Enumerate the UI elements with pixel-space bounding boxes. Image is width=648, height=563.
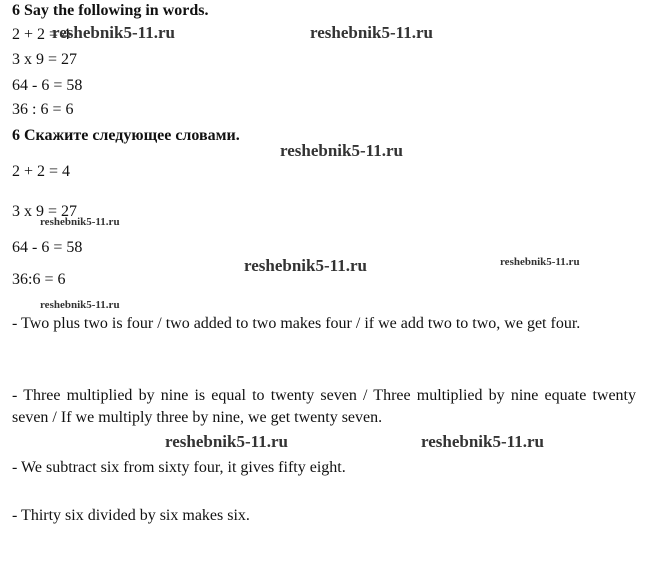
answer-2: - Three multiplied by nine is equal to twenty seven / Three multiplied by nine equate twenty seven / If we multiply three by nine, we get twenty seven. — [12, 387, 636, 426]
watermark: reshebnik5-11.ru — [244, 256, 367, 275]
expression-en-2: 3 x 9 = 27 — [12, 51, 78, 68]
expression-en-1: 2 + 2 = 4 — [12, 26, 71, 43]
watermark: reshebnik5-11.ru — [52, 23, 175, 42]
answer-4: - Thirty six divided by six makes six. — [12, 507, 250, 524]
watermark: reshebnik5-11.ru — [310, 23, 433, 42]
heading-russian: 6 Скажите следующее словами. — [12, 127, 240, 144]
answer-3: - We subtract six from sixty four, it gives fifty eight. — [12, 459, 346, 476]
watermark: reshebnik5-11.ru — [40, 299, 120, 311]
expression-ru-4: 36:6 = 6 — [12, 271, 66, 288]
watermark: reshebnik5-11.ru — [40, 216, 120, 228]
heading-english: 6 Say the following in words. — [12, 2, 209, 19]
watermark: reshebnik5-11.ru — [165, 432, 288, 451]
expression-ru-2: 3 x 9 = 27 — [12, 203, 78, 220]
watermark: reshebnik5-11.ru — [280, 141, 403, 160]
answer-1: - Two plus two is four / two added to two makes four / if we add two to two, we get four. — [12, 315, 581, 332]
watermark: reshebnik5-11.ru — [500, 256, 580, 268]
expression-en-3: 64 - 6 = 58 — [12, 77, 83, 94]
expression-ru-3: 64 - 6 = 58 — [12, 239, 83, 256]
expression-ru-1: 2 + 2 = 4 — [12, 163, 71, 180]
expression-en-4: 36 : 6 = 6 — [12, 101, 74, 118]
watermark: reshebnik5-11.ru — [421, 432, 544, 451]
